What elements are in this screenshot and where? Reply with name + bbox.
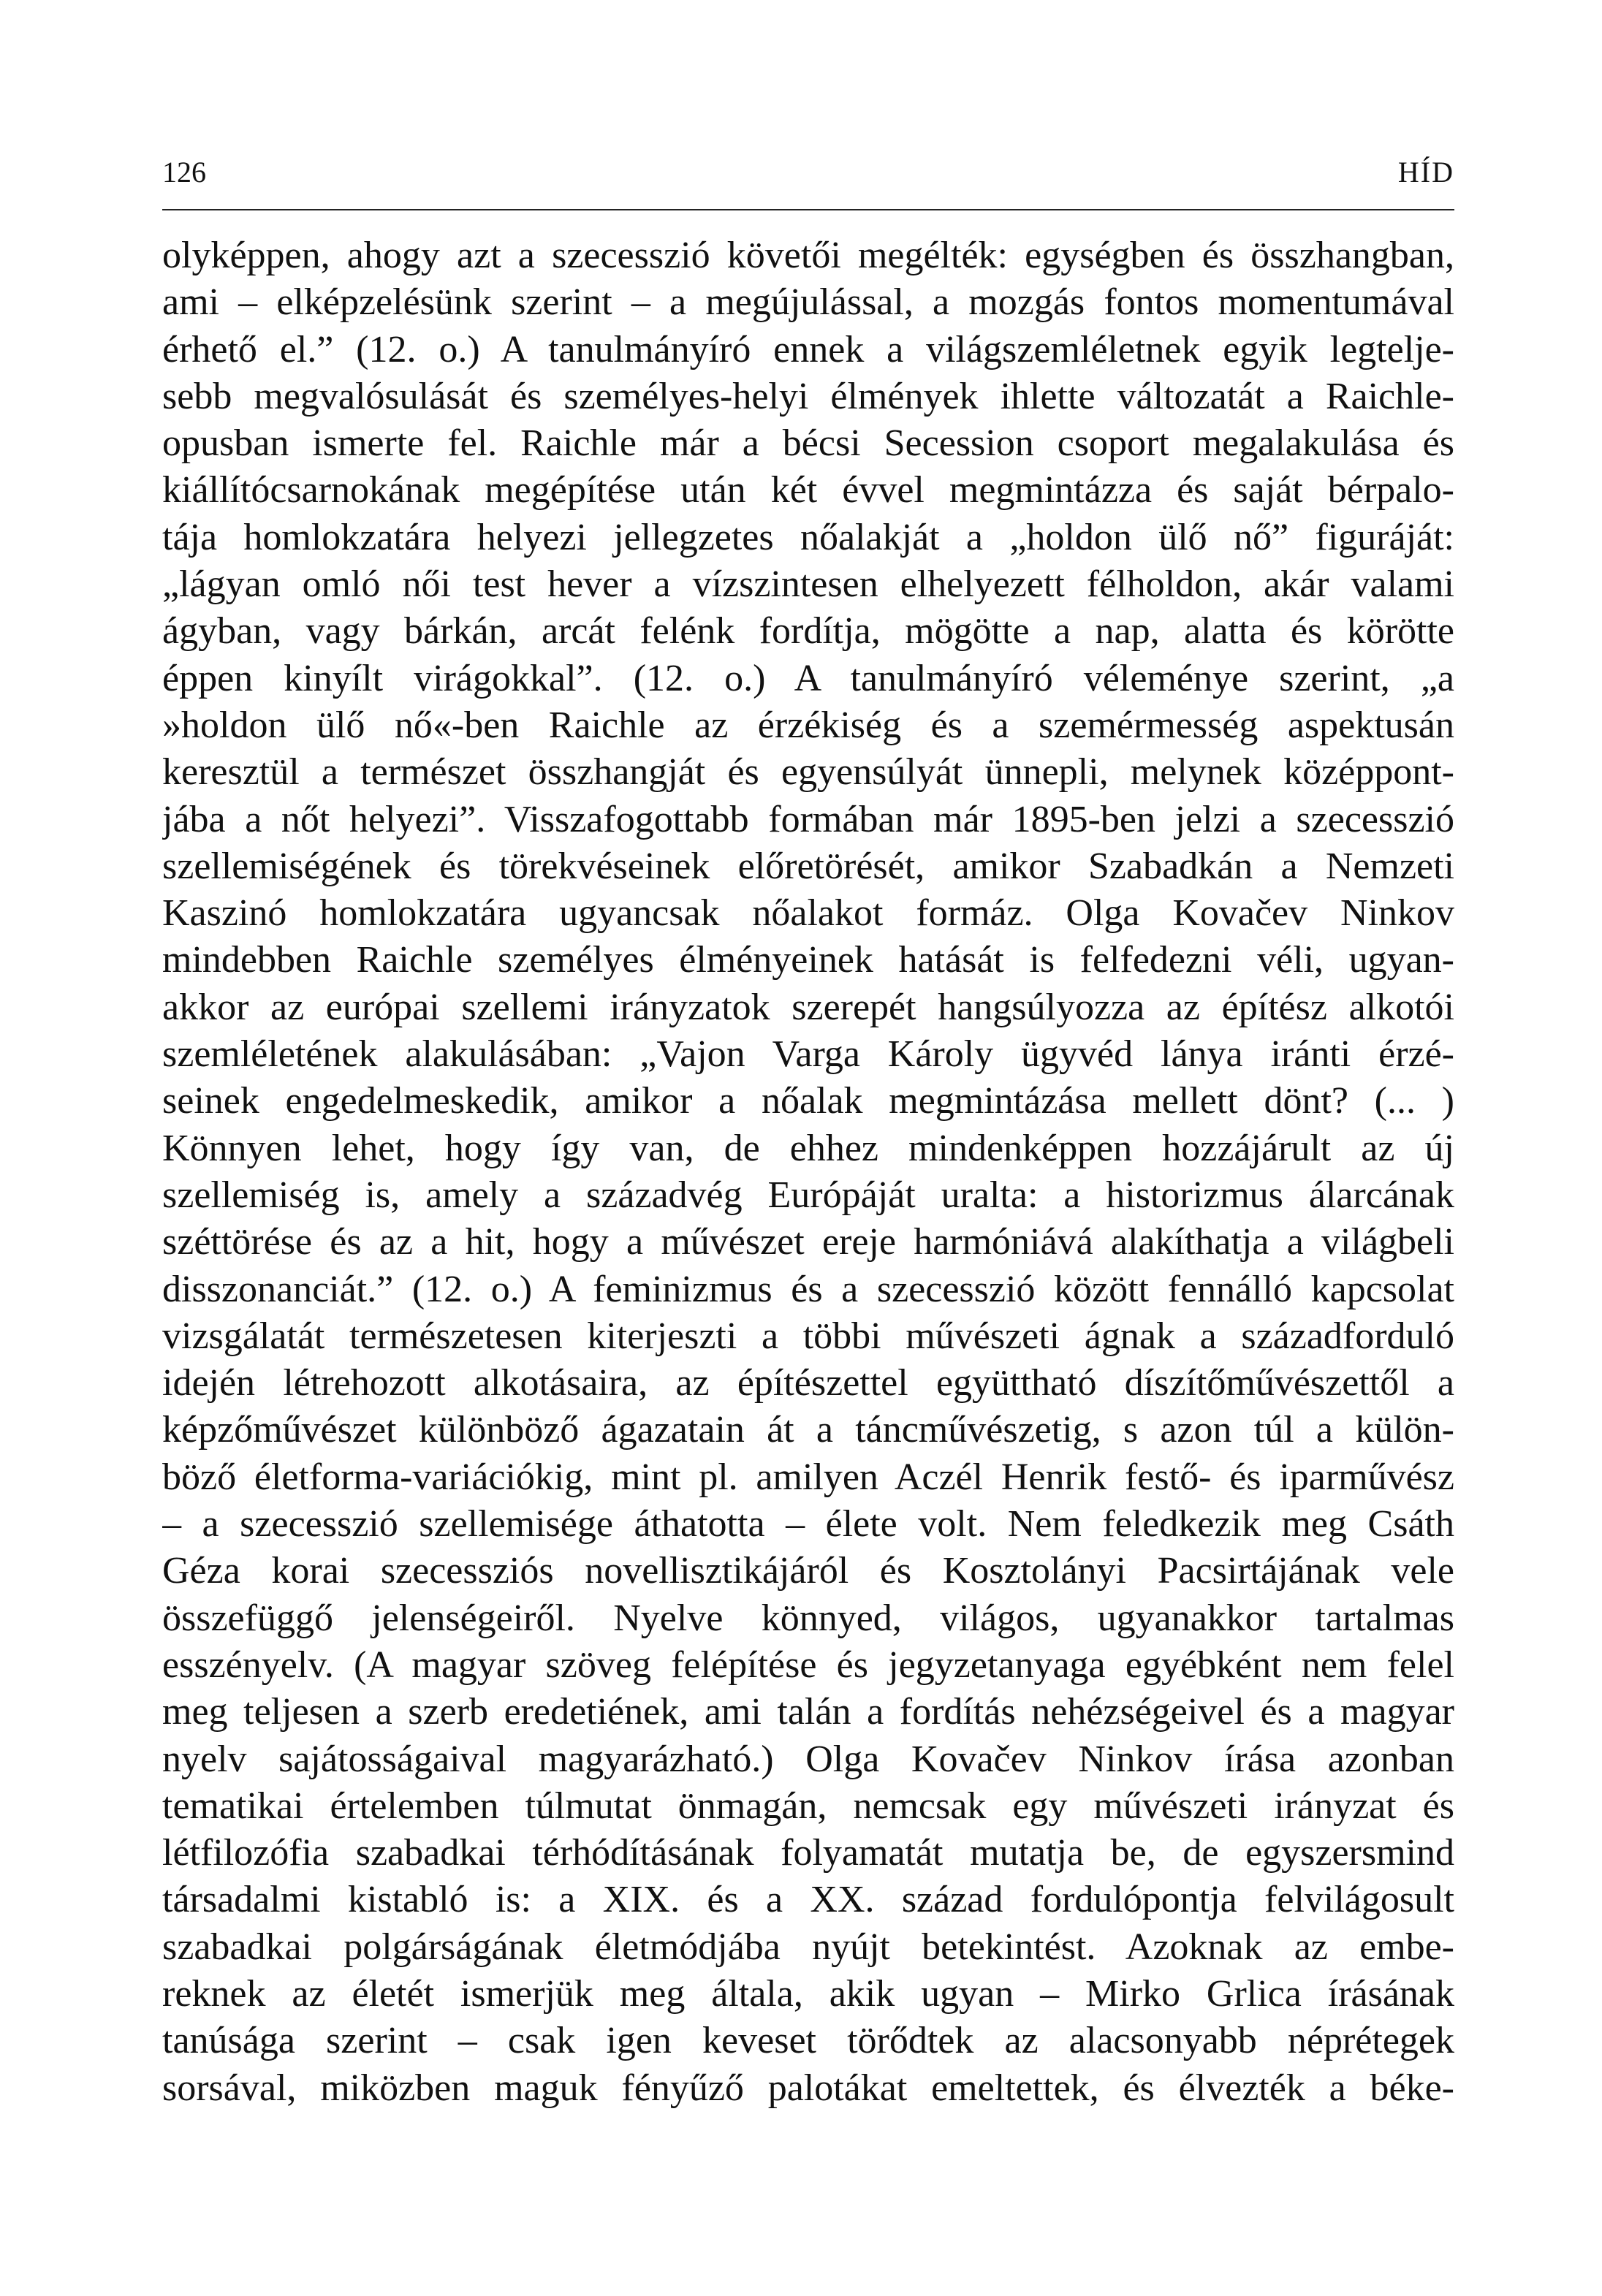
text-line: seinek engedelmeskedik, amikor a nőalak megmintázása mellett dönt? (... ) — [162, 1080, 1454, 1122]
text-line: szabadkai polgárságának életmódjába nyújt betekintést. Azoknak az embe- — [162, 1926, 1454, 1968]
text-line: kiállítócsarnokának megépítése után két évvel megmintázza és saját bérpalo- — [162, 469, 1454, 512]
text-line: – a szecesszió szellemisége áthatotta – élete volt. Nem feledkezik meg Csáth — [162, 1503, 1454, 1546]
text-line: tematikai értelemben túlmutat önmagán, nemcsak egy művészeti irányzat és — [162, 1784, 1454, 1827]
text-line: böző életforma-variációkig, mint pl. amilyen Aczél Henrik festő- és iparművész — [162, 1456, 1454, 1498]
text-line: reknek az életét ismerjük meg általa, akik ugyan – Mirko Grlica írásának — [162, 1972, 1454, 2015]
text-line: jába a nőt helyezi”. Visszafogottabb formában már 1895-ben jelzi a szecesszió — [162, 798, 1454, 840]
text-line: szemléletének alakulásában: „Vajon Varga Károly ügyvéd lánya iránti érzé- — [162, 1033, 1454, 1076]
text-line: szellemiségének és törekvéseinek előretörését, amikor Szabadkán a Nemzeti — [162, 845, 1454, 887]
page-number: 126 — [162, 156, 206, 189]
text-line: meg teljesen a szerb eredetiének, ami talán a fordítás nehézségeivel és a magyar — [162, 1691, 1454, 1733]
text-line: képzőművészet különböző ágazatain át a táncművészetig, s azon túl a külön- — [162, 1409, 1454, 1451]
text-line: keresztül a természet összhangját és egyensúlyát ünnepli, melynek középpont- — [162, 751, 1454, 794]
text-line: létfilozófia szabadkai térhódításának folyamatát mutatja be, de egyszersmind — [162, 1832, 1454, 1874]
text-line: szellemiség is, amely a századvég Európáját uralta: a historizmus álarcának — [162, 1174, 1454, 1216]
text-line: olyképpen, ahogy azt a szecesszió követői megélték: egységben és összhangban, — [162, 235, 1454, 276]
text-line: disszonanciát.” (12. o.) A feminizmus és a szecesszió között fennálló kapcsolat — [162, 1268, 1454, 1310]
body-text — [162, 232, 1454, 2112]
text-line: Könnyen lehet, hogy így van, de ehhez mindenképpen hozzájárult az új — [162, 1127, 1454, 1169]
text-line: opusban ismerte fel. Raichle már a bécsi Secession csoport megalakulása és — [162, 422, 1454, 465]
text-line: Géza korai szecessziós novellisztikájáról és Kosztolányi Pacsirtájának vele — [162, 1550, 1454, 1592]
text-line: „lágyan omló női test hever a vízszintesen elhelyezett félholdon, akár valami — [162, 563, 1454, 606]
text-line: társadalmi kistabló is: a XIX. és a XX. század fordulópontja felvilágosult — [162, 1879, 1454, 1921]
text-line: érhető el.” (12. o.) A tanulmányíró ennek a világszemléletnek egyik legtelje- — [162, 328, 1454, 370]
text-line: széttörése és az a hit, hogy a művészet ereje harmóniává alakíthatja a világbeli — [162, 1221, 1454, 1263]
text-line: idején létrehozott alkotásaira, az építészettel együttható díszítőművészettől a — [162, 1362, 1454, 1404]
text-line: tanúsága szerint – csak igen keveset törődtek az alacsonyabb néprétegek — [162, 2020, 1454, 2062]
text-line: »holdon ülő nő«-ben Raichle az érzékiség és a szemérmesség aspektusán — [162, 704, 1454, 746]
running-head — [162, 158, 1454, 202]
text-line: sorsával, miközben maguk fényűző palotákat emeltettek, és élvezték a béke- — [162, 2067, 1454, 2109]
text-line: éppen kinyílt virágokkal”. (12. o.) A tanulmányíró véleménye szerint, „a — [162, 657, 1454, 699]
text-line: Kaszinó homlokzatára ugyancsak nőalakot formáz. Olga Kovačev Ninkov — [162, 892, 1454, 935]
text-line: akkor az európai szellemi irányzatok szerepét hangsúlyozza az építész alkotói — [162, 986, 1454, 1028]
text-line: sebb megvalósulását és személyes-helyi élmények ihlette változatát a Raichle- — [162, 375, 1454, 417]
journal-title: HÍD — [1397, 156, 1454, 189]
text-line: vizsgálatát természetesen kiterjeszti a többi művészeti ágnak a századforduló — [162, 1315, 1454, 1357]
text-line: nyelv sajátosságaival magyarázható.) Olga Kovačev Ninkov írása azonban — [162, 1738, 1454, 1780]
text-line: összefüggő jelenségeiről. Nyelve könnyed, világos, ugyanakkor tartalmas — [162, 1597, 1454, 1639]
text-line: ágyban, vagy bárkán, arcát felénk fordítja, mögötte a nap, alatta és körötte — [162, 610, 1454, 653]
text-line: esszényelv. (A magyar szöveg felépítése és jegyzetanyaga egyébként nem felel — [162, 1643, 1454, 1686]
text-line: tája homlokzatára helyezi jellegzetes nőalakját a „holdon ülő nő” figuráját: — [162, 516, 1454, 558]
text-line: ami – elképzelésünk szerint – a megújulással, a mozgás fontos momentumával — [162, 281, 1454, 324]
header-rule — [162, 209, 1454, 210]
text-line: mindebben Raichle személyes élményeinek hatását is felfedezni véli, ugyan- — [162, 939, 1454, 981]
